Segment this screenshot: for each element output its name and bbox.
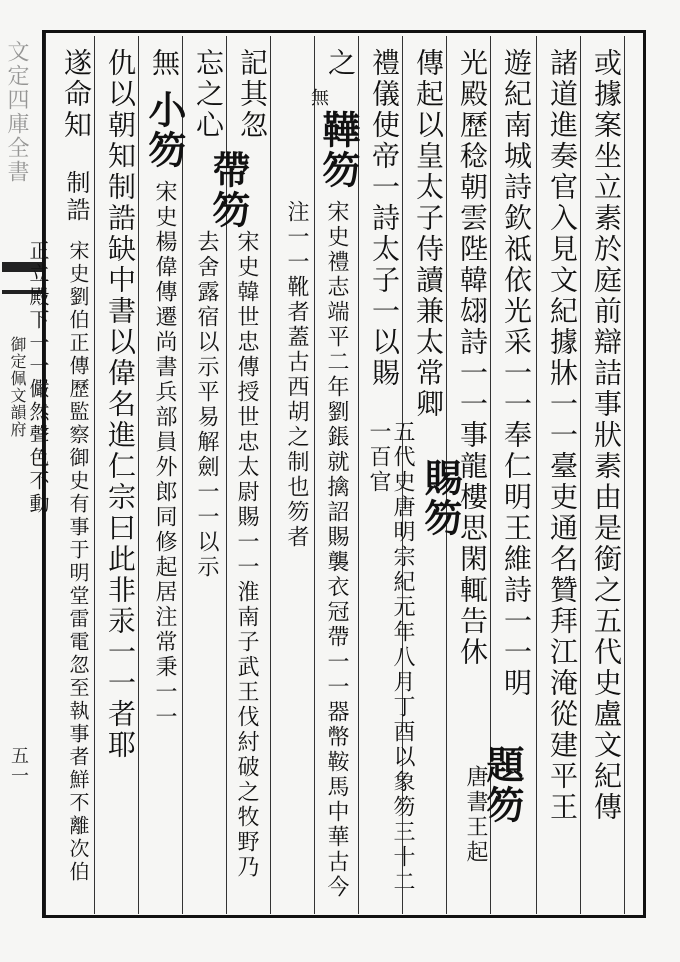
entry-note: 宋史楊偉傳遷尚書兵部員外郎同修起居注常秉一一 bbox=[152, 180, 177, 730]
entry-heading: 鞾笏 bbox=[316, 110, 361, 190]
entry-heading: 帶笏 bbox=[206, 150, 251, 230]
text-column: 諸道進奏官入見文紀據牀一一臺吏通名贊拜江淹從建平王 bbox=[546, 48, 579, 823]
gutter-top-text: 文定四庫全書 bbox=[4, 40, 29, 184]
entry-note: 宋史韓世忠傳授世忠太尉賜一一淮南子武王伐紂破之牧野乃去舍露宿以示平易解劍一一以示 bbox=[194, 230, 259, 880]
text-column: 無 bbox=[148, 48, 181, 79]
text-column: 忘之心 bbox=[192, 48, 225, 141]
text-column: 禮儀使帝一詩太子一以賜 bbox=[368, 48, 401, 389]
text-column: 光殿歷稔朝雲陛韓翃詩一一事龍樓思閑輒告休 bbox=[456, 48, 489, 668]
entry-heading: 賜笏 bbox=[418, 458, 463, 538]
text-column: 之 bbox=[324, 48, 357, 79]
entry-note: 唐書王起 bbox=[463, 765, 488, 865]
entry-heading: 題笏 bbox=[480, 745, 525, 825]
entry-note: 宋史劉伯正傳歷監察御史有事于明堂雷電忽至執事者鮮不離次伯正立殿下一一儼然聲色不動 bbox=[26, 240, 90, 884]
text-column: 遊紀南城詩欽祗依光采一一奉仁明王維詩一一明 bbox=[500, 48, 533, 699]
text-column: 仇以朝知制誥缺中書以偉名進仁宗曰此非汞一一者耶 bbox=[104, 48, 137, 761]
entry-heading: 小笏 bbox=[142, 90, 187, 170]
text-column: 遂命知 bbox=[60, 48, 93, 141]
book-title: 御定佩文韻府 bbox=[8, 336, 27, 438]
entry-note: 宋史禮志端平二年劉鋹就擒詔賜襲衣冠帶一一器幣鞍馬中華古今注一一靴者蓋古西胡之制也笏者 bbox=[284, 200, 349, 900]
text-column: 或據案坐立素於庭前辯詰事狀素由是銜之五代史盧文紀傳 bbox=[590, 48, 623, 823]
text-column: 無 bbox=[308, 88, 329, 109]
entry-note: 五代史唐明宗紀元年八月丁酉以象笏三十二一百官 bbox=[366, 420, 415, 895]
text-column: 傳起以皇太子侍讀兼太常卿 bbox=[412, 48, 445, 420]
page-number: 五一 bbox=[8, 746, 29, 786]
text-column: 記其忽 bbox=[236, 48, 269, 141]
text-column: 制誥 bbox=[62, 170, 90, 224]
